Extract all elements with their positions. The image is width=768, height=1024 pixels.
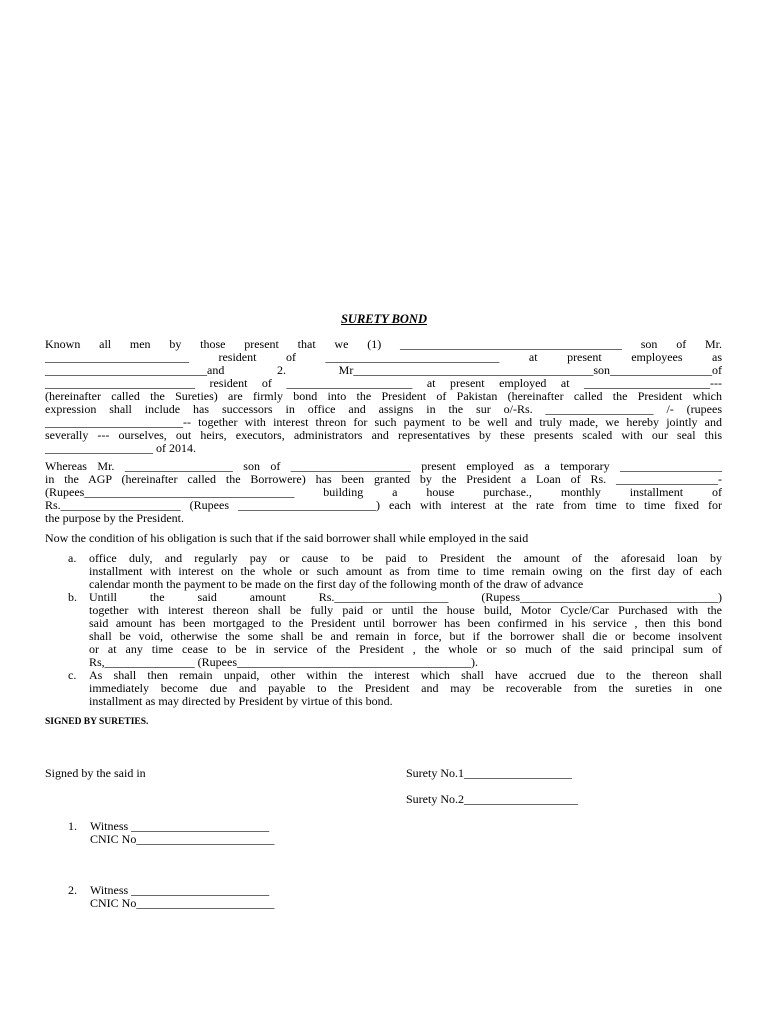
text-line: _________________________ resident of _____________________ at present employed at _____________________--- <box>45 376 722 390</box>
text-line: __________________ of 2014. <box>45 441 196 455</box>
bond-paragraph-parties <box>45 338 722 455</box>
text-line: (hereinafter called the Sureties) are firmly bond into the President of Pakistan (hereinafter called the President which <box>45 389 722 403</box>
witness-line: Witness _______________________ <box>90 819 270 833</box>
bond-paragraph-loan <box>45 460 722 525</box>
text-line: or at any time cease to be in service of the President , the whole or so much of the said principal sum of <box>89 642 722 656</box>
bond-paragraph-condition <box>45 532 722 545</box>
cnic-line: CNIC No_______________________ <box>90 896 275 910</box>
text-line: Known all men by those present that we (1) _____________________________________ son of Mr. <box>45 337 722 351</box>
cnic-line: CNIC No_______________________ <box>90 832 275 846</box>
signed-by-sureties-heading: SIGNED BY SURETIES. <box>45 717 149 727</box>
text-line: severally --- ourselves, out heirs, executors, administrators and representatives by these presents scaled with our seal this <box>45 428 722 442</box>
text-line: Whereas Mr. __________________ son of ____________________ present employed as a temporary _________________ <box>45 459 722 473</box>
list-marker: c. <box>68 668 77 682</box>
text-line: shall be void, otherwise the some shall be and remain in force, but if the borrower shall die or become insolvent <box>89 629 722 643</box>
text-line: installment with interest on the whole or such amount as from time to time remain owing on the first day of each <box>89 564 722 578</box>
text-line: Rs.____________________ (Rupees _______________________) each with interest at the rate from time to time fixed for <box>45 498 722 512</box>
surety-2-line: Surety No.2___________________ <box>406 792 578 806</box>
witness-2-block <box>68 884 274 910</box>
text-line: immediately become due and payable to the President and may be recoverable from the sureties in one <box>89 681 722 695</box>
witness-line: Witness _______________________ <box>90 883 270 897</box>
list-marker: a. <box>68 551 77 565</box>
witness-number: 1. <box>68 819 77 833</box>
surety-1-line: Surety No.1__________________ <box>406 766 572 780</box>
text-line: _______________________-- together with interest threon for such payment to be well and truly made, we hereby jointly and <box>45 415 722 429</box>
signed-by-said-label: Signed by the said in <box>45 766 146 780</box>
text-line: Untill the said amount Rs.___________________ (Rupess_________________________________) <box>89 590 722 604</box>
witness-number: 2. <box>68 883 77 897</box>
text-line: together with interest thereon shall be fully paid or until the house build, Motor Cycle/Car Purchased with the <box>89 603 722 617</box>
text-line: (Rupees___________________________________ building a house purchase., monthly installment of <box>45 485 722 499</box>
document-title: SURETY BOND <box>340 312 427 326</box>
text-line: ________________________ resident of _____________________________ at present employees as <box>45 350 722 364</box>
text-line: said amount has been mortgaged to the President until borrower has been confirmed in his service , then this bond <box>89 616 722 630</box>
text-line: As shall then remain unpaid, other within the interest which shall have accrued due to the thereon shall <box>89 668 722 682</box>
list-marker: b. <box>68 590 77 604</box>
text-line: ___________________________and 2. Mr________________________________________son_________________of <box>45 363 722 377</box>
list-item <box>45 552 722 591</box>
text-line: Rs,_______________ (Rupees_______________________________________). <box>89 655 478 669</box>
text-line: calendar month the payment to be made on the first day of the following month of the draw of advance <box>89 577 584 591</box>
text-line: the purpose by the President. <box>45 511 184 525</box>
list-item <box>45 669 722 708</box>
witness-1-block <box>68 820 274 846</box>
text-line: installment as may directed by President by virtue of this bond. <box>89 694 393 708</box>
text-line: office duly, and regularly pay or cause to be paid to President the amount of the aforesaid loan by <box>89 551 722 565</box>
text-line: Now the condition of his obligation is such that if the said borrower shall while employed in the said <box>45 531 529 545</box>
text-line: in the AGP (hereinafter called the Borrowere) has been granted by the President a Loan of Rs. _________________- <box>45 472 722 486</box>
text-line: expression shall include has successors in office and assigns in the sur o/-Rs. __________________ /- (rupees <box>45 402 722 416</box>
list-item <box>45 591 722 669</box>
